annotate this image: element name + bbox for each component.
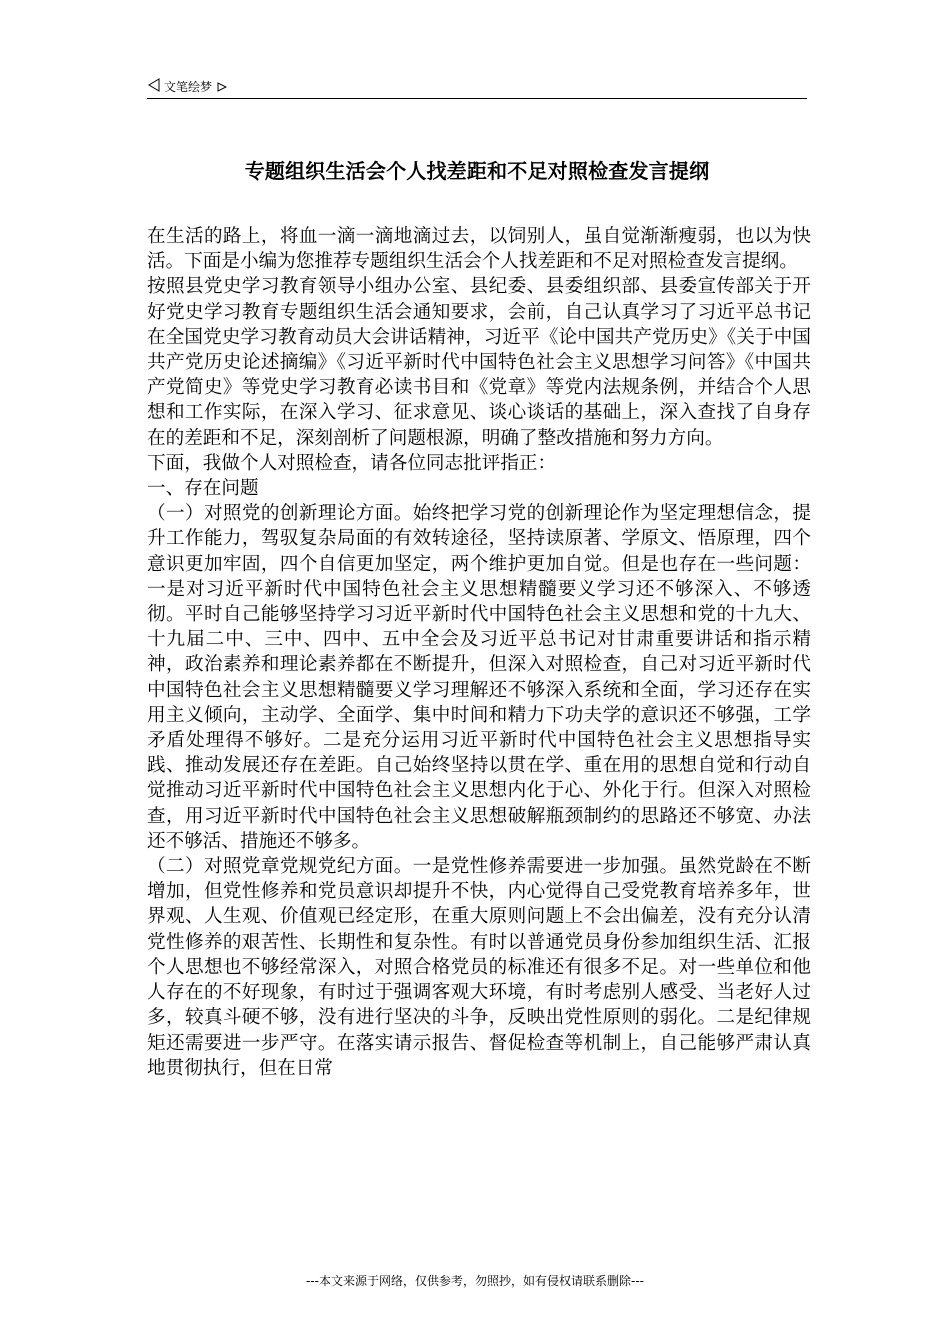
paragraph: 下面，我做个人对照检查，请各位同志批评指正： bbox=[147, 452, 557, 474]
document-title: 专题组织生活会个人找差距和不足对照检查发言提纲 bbox=[244, 159, 710, 183]
paragraph: 在生活的路上，将血一滴一滴地滴过去，以饲别人，虽自觉渐渐瘦弱，也以为快活。下面是小编为您推荐专题组织生活会个人找差距和不足对照检查发言提纲。 bbox=[147, 226, 811, 273]
page-header bbox=[147, 76, 807, 99]
document-body bbox=[147, 224, 811, 1081]
page-footer: ---本文来源于网络，仅供参考，勿照抄，如有侵权请联系删除--- bbox=[306, 1274, 644, 1288]
brand-text: 文笔绘梦 bbox=[164, 80, 213, 94]
triangle-right-icon bbox=[217, 77, 227, 96]
paragraph: 按照县党史学习教育领导小组办公室、县纪委、县委组织部、县委宣传部关于开好党史学习教育专题组织生活会通知要求，会前，自己认真学习了习近平总书记在全国党史学习教育动员大会讲话精神，习近平《论中国共产党历史》《关于中国共产党历史论述摘编》《习近平新时代中国特色社会主义思想学习问答》《中国共产党简史》等党史学习教育必读书目和《党章》等党内法规条例，并结合个人思想和工作实际，在深入学习、征求意见、谈心谈话的基础上，深入查找了自身存在的差距和不足，深刻剖析了问题根源，明确了整改措施和努力方向。 bbox=[147, 276, 811, 449]
paragraph: （一）对照党的创新理论方面。始终把学习党的创新理论作为坚定理想信念，提升工作能力，驾驭复杂局面的有效转途径，坚持读原著、学原文、悟原理，四个意识更加牢固，四个自信更加坚定，两个维护更加自觉。但是也存在一些问题：一是对习近平新时代中国特色社会主义思想精髓要义学习还不够深入、不够透彻。平时自己能够坚持学习习近平新时代中国特色社会主义思想和党的十九大、十九届二中、三中、四中、五中全会及习近平总书记对甘肃重要讲话和指示精神，政治素养和理论素养都在不断提升，但深入对照检查，自己对习近平新时代中国特色社会主义思想精髓要义学习理解还不够深入系统和全面，学习还存在实用主义倾向，主动学、全面学、集中时间和精力下功夫学的意识还不够强，工学矛盾处理得不够好。二是充分运用习近平新时代中国特色社会主义思想指导实践、推动发展还存在差距。自己始终坚持以贯在学、重在用的思想自觉和行动自觉推动习近平新时代中国特色社会主义思想内化于心、外化于行。但深入对照检查，用习近平新时代中国特色社会主义思想破解瓶颈制约的思路还不够宽、办法还不够活、措施还不够多。 bbox=[147, 503, 811, 852]
section-heading: 一、存在问题 bbox=[147, 478, 259, 500]
triangle-left-icon bbox=[147, 77, 161, 96]
paragraph: （二）对照党章党规党纪方面。一是党性修养需要进一步加强。虽然党龄在不断增加，但党性修养和党员意识却提升不快，内心觉得自己受党教育培养多年，世界观、人生观、价值观已经定形，在重大原则问题上不会出偏差，没有充分认清党性修养的艰苦性、长期性和复杂性。有时以普通党员身份参加组织生活、汇报个人思想也不够经常深入，对照合格党员的标准还有很多不足。对一些单位和他人存在的不好现象，有时过于强调客观大环境，有时考虑别人感受、当老好人过多，较真斗硬不够，没有进行坚决的斗争，反映出党性原则的弱化。二是纪律规矩还需要进一步严守。在落实请示报告、督促检查等机制上，自己能够严肃认真地贯彻执行，但在日常 bbox=[147, 856, 811, 1079]
